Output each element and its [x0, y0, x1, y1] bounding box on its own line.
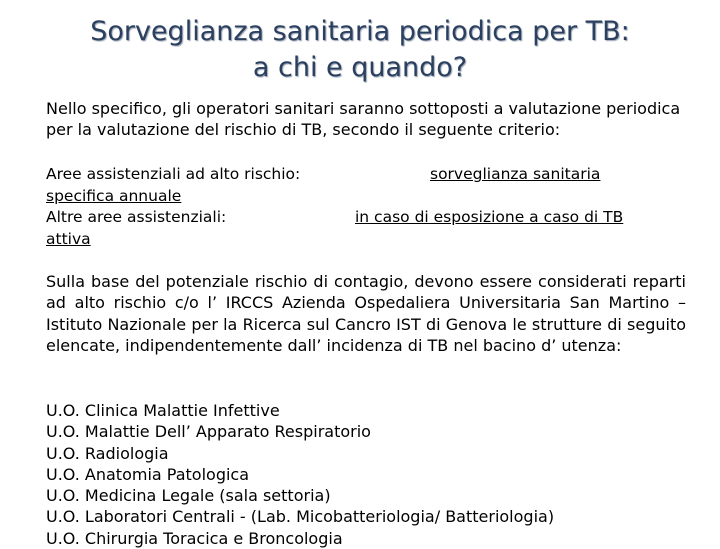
criteria-high-risk-value: sorveglianza sanitaria — [430, 165, 601, 183]
list-item: U.O. Anatomia Patologica — [46, 464, 250, 484]
list-item: U.O. Radiologia — [46, 443, 169, 463]
intro-paragraph: Nello specifico, gli operatori sanitari saranno sottoposti a valutazione periodica per la valutazione del rischio di TB, secondo il seguente criterio: — [46, 99, 681, 139]
list-item: U.O. Medicina Legale (sala settoria) — [46, 486, 331, 506]
title-line-1: Sorveglianza sanitaria periodica per TB: — [90, 16, 630, 47]
list-item: U.O. Laboratori Centrali - (Lab. Micobatteriologia/ Batteriologia) — [46, 507, 555, 527]
criteria-row — [46, 229, 686, 251]
criteria-row — [46, 207, 686, 229]
title-line-2: a chi e quando? — [252, 52, 468, 83]
criteria-row — [46, 186, 686, 208]
criteria-other-value: in caso di esposizione a caso di TB — [355, 208, 624, 226]
list-item: U.O. Malattie Dell’ Apparato Respiratorio — [46, 422, 371, 442]
criteria-other-label: Altre aree assistenziali: — [46, 208, 227, 226]
list-item: U.O. Clinica Malattie Infettive — [46, 401, 280, 420]
unit-list — [46, 400, 686, 549]
criteria-other-value-cont: attiva — [46, 229, 91, 248]
criteria-block — [46, 164, 686, 250]
criteria-row — [46, 164, 686, 186]
slide-title — [20, 14, 700, 86]
criteria-high-risk-label: Aree assistenziali ad alto rischio: — [46, 165, 301, 183]
criteria-high-risk-value-cont: specifica annuale — [46, 186, 182, 205]
body-paragraph: Sulla base del potenziale rischio di contagio, devono essere considerati reparti ad alto rischio c/o l’ IRCCS Azienda Ospedaliera Universitaria San Martino –Istituto Nazionale per la Ricerca sul Cancro IST di Genova le strutture di seguito elencate, indipendentemente dall’ incidenza di TB nel bacino d’ utenza: — [46, 272, 686, 355]
list-item: U.O. Chirurgia Toracica e Broncologia — [46, 528, 343, 548]
